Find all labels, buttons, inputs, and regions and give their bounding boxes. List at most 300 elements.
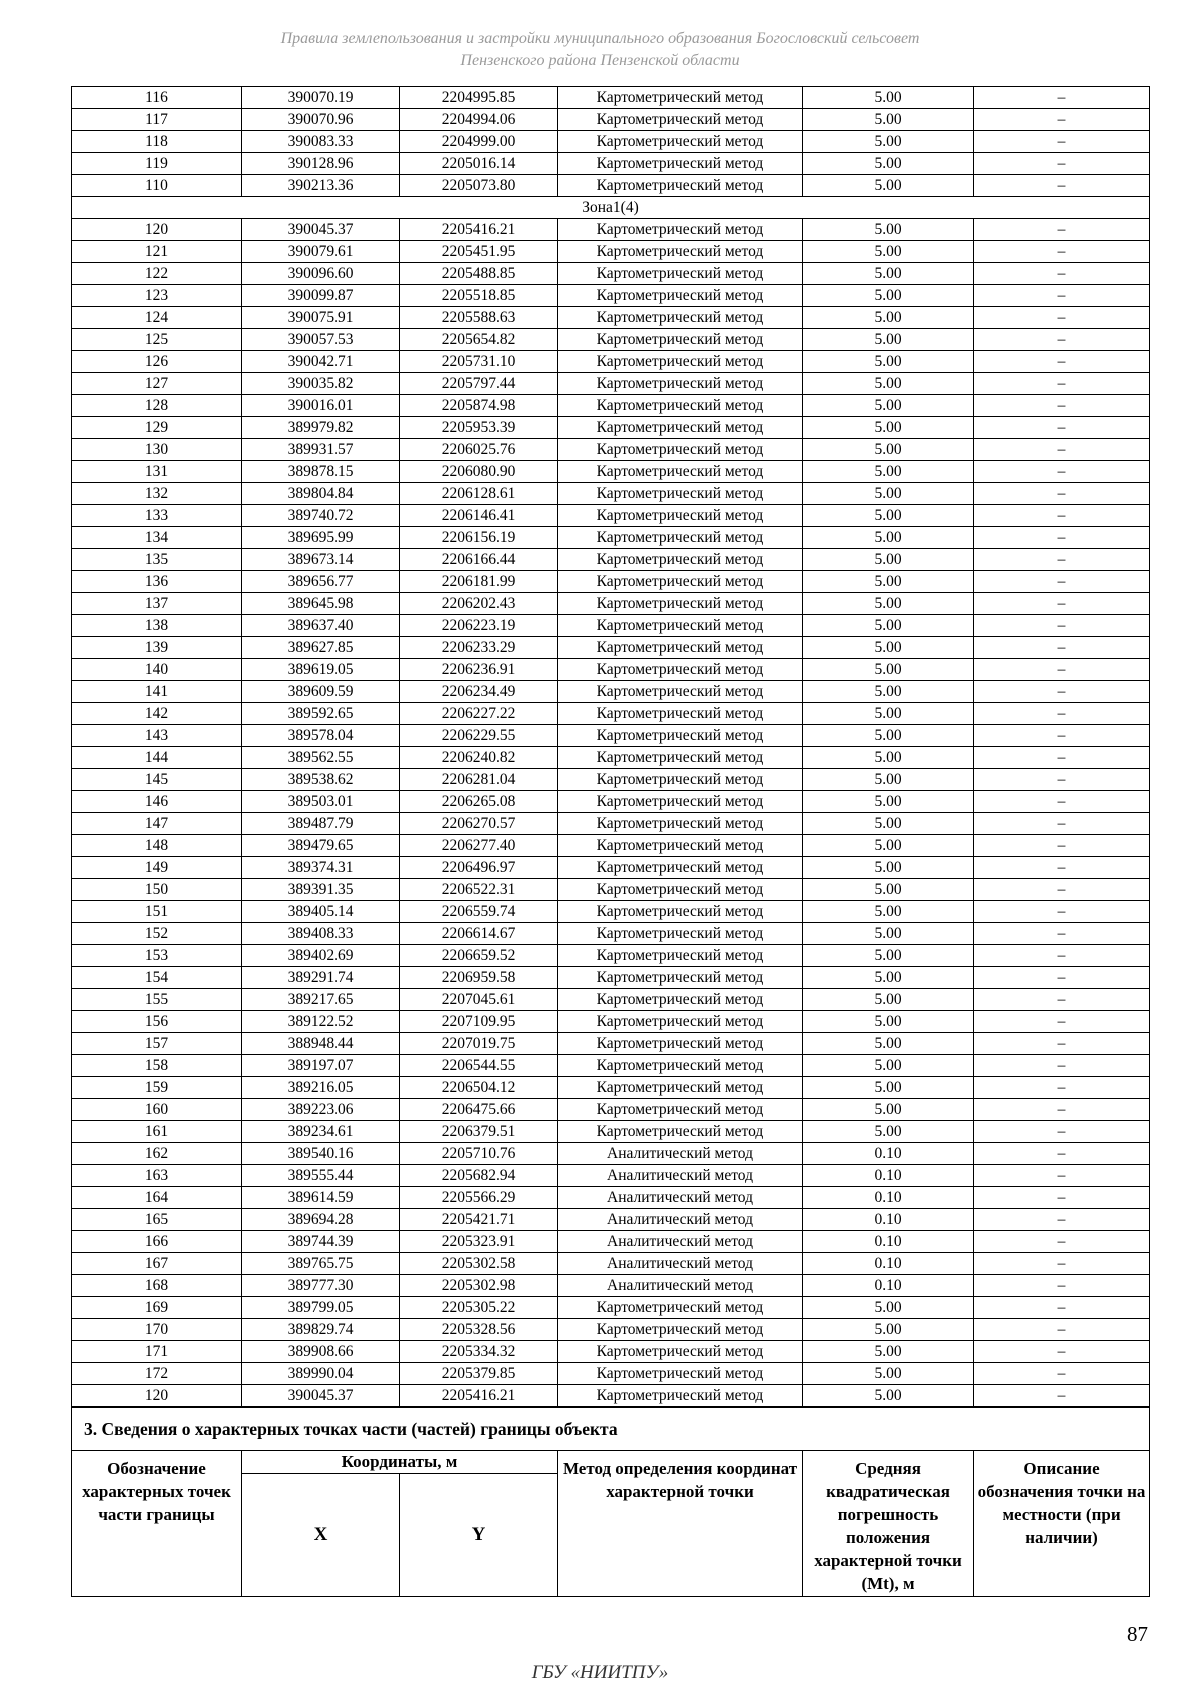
cell-coord-x: 390096.60 bbox=[242, 263, 400, 285]
cell-description: – bbox=[974, 1055, 1150, 1077]
cell-description: – bbox=[974, 1165, 1150, 1187]
table-row bbox=[72, 1363, 1150, 1385]
cell-coord-y: 2206181.99 bbox=[400, 571, 558, 593]
table-row bbox=[72, 615, 1150, 637]
table-row bbox=[72, 1143, 1150, 1165]
cell-description: – bbox=[974, 131, 1150, 153]
table-row bbox=[72, 219, 1150, 241]
cell-description: – bbox=[974, 1385, 1150, 1407]
cell-coord-x: 390079.61 bbox=[242, 241, 400, 263]
cell-error-mt: 5.00 bbox=[803, 351, 974, 373]
cell-method: Картометрический метод bbox=[558, 747, 803, 769]
table-row bbox=[72, 703, 1150, 725]
cell-description: – bbox=[974, 527, 1150, 549]
cell-description: – bbox=[974, 901, 1150, 923]
cell-error-mt: 5.00 bbox=[803, 153, 974, 175]
cell-point-id: 148 bbox=[72, 835, 242, 857]
table-row bbox=[72, 857, 1150, 879]
cell-error-mt: 5.00 bbox=[803, 1121, 974, 1143]
cell-coord-y: 2205016.14 bbox=[400, 153, 558, 175]
table-row bbox=[72, 1099, 1150, 1121]
cell-coord-x: 389540.16 bbox=[242, 1143, 400, 1165]
cell-coord-y: 2205379.85 bbox=[400, 1363, 558, 1385]
cell-method: Картометрический метод bbox=[558, 1077, 803, 1099]
cell-method: Картометрический метод bbox=[558, 1121, 803, 1143]
cell-description: – bbox=[974, 813, 1150, 835]
header-description: Описание обозначения точки на местности (при наличии) bbox=[974, 1451, 1150, 1597]
header-coordinates: Координаты, м bbox=[242, 1451, 558, 1474]
cell-point-id: 135 bbox=[72, 549, 242, 571]
cell-point-id: 126 bbox=[72, 351, 242, 373]
cell-point-id: 123 bbox=[72, 285, 242, 307]
cell-error-mt: 5.00 bbox=[803, 703, 974, 725]
cell-point-id: 129 bbox=[72, 417, 242, 439]
table-row bbox=[72, 769, 1150, 791]
cell-error-mt: 5.00 bbox=[803, 1055, 974, 1077]
cell-coord-y: 2205654.82 bbox=[400, 329, 558, 351]
cell-method: Картометрический метод bbox=[558, 175, 803, 197]
cell-coord-x: 389614.59 bbox=[242, 1187, 400, 1209]
cell-point-id: 141 bbox=[72, 681, 242, 703]
cell-error-mt: 5.00 bbox=[803, 593, 974, 615]
cell-point-id: 120 bbox=[72, 219, 242, 241]
zone-row-group bbox=[72, 197, 1150, 219]
cell-coord-x: 390128.96 bbox=[242, 153, 400, 175]
cell-coord-x: 389979.82 bbox=[242, 417, 400, 439]
header-error: Средняя квадратическая погрешность положения характерной точки (Mt), м bbox=[803, 1451, 974, 1597]
cell-coord-y: 2205488.85 bbox=[400, 263, 558, 285]
cell-point-id: 154 bbox=[72, 967, 242, 989]
cell-description: – bbox=[974, 549, 1150, 571]
rows-after-zone bbox=[72, 219, 1150, 1407]
cell-coord-y: 2206379.51 bbox=[400, 1121, 558, 1143]
cell-coord-x: 389694.28 bbox=[242, 1209, 400, 1231]
cell-coord-x: 389216.05 bbox=[242, 1077, 400, 1099]
cell-point-id: 128 bbox=[72, 395, 242, 417]
cell-point-id: 170 bbox=[72, 1319, 242, 1341]
cell-description: – bbox=[974, 703, 1150, 725]
cell-error-mt: 5.00 bbox=[803, 1011, 974, 1033]
cell-method: Картометрический метод bbox=[558, 945, 803, 967]
cell-error-mt: 5.00 bbox=[803, 1341, 974, 1363]
cell-error-mt: 0.10 bbox=[803, 1231, 974, 1253]
cell-coord-y: 2205682.94 bbox=[400, 1165, 558, 1187]
cell-point-id: 172 bbox=[72, 1363, 242, 1385]
cell-coord-x: 389777.30 bbox=[242, 1275, 400, 1297]
cell-description: – bbox=[974, 1341, 1150, 1363]
cell-point-id: 162 bbox=[72, 1143, 242, 1165]
cell-method: Картометрический метод bbox=[558, 373, 803, 395]
cell-coord-y: 2207019.75 bbox=[400, 1033, 558, 1055]
table-row bbox=[72, 1341, 1150, 1363]
table-row bbox=[72, 813, 1150, 835]
cell-coord-x: 389990.04 bbox=[242, 1363, 400, 1385]
footer-organization: ГБУ «НИИТПУ» bbox=[531, 1662, 669, 1683]
cell-coord-y: 2205874.98 bbox=[400, 395, 558, 417]
cell-description: – bbox=[974, 439, 1150, 461]
cell-method: Картометрический метод bbox=[558, 549, 803, 571]
cell-coord-y: 2205710.76 bbox=[400, 1143, 558, 1165]
cell-coord-x: 389234.61 bbox=[242, 1121, 400, 1143]
cell-error-mt: 5.00 bbox=[803, 1363, 974, 1385]
cell-coord-x: 390016.01 bbox=[242, 395, 400, 417]
table-row bbox=[72, 241, 1150, 263]
cell-coord-y: 2206614.67 bbox=[400, 923, 558, 945]
cell-coord-y: 2205566.29 bbox=[400, 1187, 558, 1209]
table-row bbox=[72, 1165, 1150, 1187]
rows-before-zone bbox=[72, 87, 1150, 197]
cell-error-mt: 5.00 bbox=[803, 417, 974, 439]
cell-error-mt: 5.00 bbox=[803, 109, 974, 131]
cell-point-id: 132 bbox=[72, 483, 242, 505]
cell-error-mt: 5.00 bbox=[803, 505, 974, 527]
cell-method: Картометрический метод bbox=[558, 1297, 803, 1319]
cell-point-id: 146 bbox=[72, 791, 242, 813]
cell-error-mt: 5.00 bbox=[803, 483, 974, 505]
cell-point-id: 168 bbox=[72, 1275, 242, 1297]
cell-coord-y: 2206496.97 bbox=[400, 857, 558, 879]
cell-coord-y: 2205518.85 bbox=[400, 285, 558, 307]
table-row bbox=[72, 1033, 1150, 1055]
cell-method: Картометрический метод bbox=[558, 1011, 803, 1033]
cell-error-mt: 5.00 bbox=[803, 219, 974, 241]
cell-description: – bbox=[974, 241, 1150, 263]
table-row bbox=[72, 505, 1150, 527]
cell-coord-y: 2206227.22 bbox=[400, 703, 558, 725]
cell-method: Картометрический метод bbox=[558, 725, 803, 747]
table-row bbox=[72, 681, 1150, 703]
cell-description: – bbox=[974, 395, 1150, 417]
cell-error-mt: 5.00 bbox=[803, 1297, 974, 1319]
cell-coord-x: 390042.71 bbox=[242, 351, 400, 373]
cell-point-id: 137 bbox=[72, 593, 242, 615]
cell-description: – bbox=[974, 1297, 1150, 1319]
running-header-line-1: Правила землепользования и застройки муниципального образования Богословский сельсовет bbox=[280, 30, 920, 47]
table-row bbox=[72, 1297, 1150, 1319]
cell-error-mt: 5.00 bbox=[803, 263, 974, 285]
cell-point-id: 156 bbox=[72, 1011, 242, 1033]
cell-point-id: 143 bbox=[72, 725, 242, 747]
cell-description: – bbox=[974, 329, 1150, 351]
table-row bbox=[72, 1055, 1150, 1077]
cell-coord-x: 389291.74 bbox=[242, 967, 400, 989]
cell-description: – bbox=[974, 87, 1150, 109]
cell-coord-x: 390045.37 bbox=[242, 219, 400, 241]
cell-coord-y: 2206240.82 bbox=[400, 747, 558, 769]
cell-description: – bbox=[974, 1011, 1150, 1033]
cell-point-id: 130 bbox=[72, 439, 242, 461]
cell-description: – bbox=[974, 263, 1150, 285]
running-header-line-2: Пензенского района Пензенской области bbox=[460, 52, 740, 69]
section-3-table bbox=[71, 1407, 1150, 1597]
cell-error-mt: 5.00 bbox=[803, 307, 974, 329]
cell-error-mt: 5.00 bbox=[803, 879, 974, 901]
cell-method: Картометрический метод bbox=[558, 659, 803, 681]
table-row bbox=[72, 527, 1150, 549]
table-row bbox=[72, 1209, 1150, 1231]
cell-error-mt: 0.10 bbox=[803, 1209, 974, 1231]
cell-point-id: 152 bbox=[72, 923, 242, 945]
table-row bbox=[72, 87, 1150, 109]
cell-description: – bbox=[974, 593, 1150, 615]
cell-description: – bbox=[974, 1121, 1150, 1143]
cell-coord-y: 2205797.44 bbox=[400, 373, 558, 395]
cell-error-mt: 5.00 bbox=[803, 285, 974, 307]
table-row bbox=[72, 835, 1150, 857]
cell-coord-y: 2207045.61 bbox=[400, 989, 558, 1011]
cell-coord-x: 389197.07 bbox=[242, 1055, 400, 1077]
cell-coord-x: 389673.14 bbox=[242, 549, 400, 571]
cell-description: – bbox=[974, 1099, 1150, 1121]
cell-point-id: 120 bbox=[72, 1385, 242, 1407]
cell-coord-y: 2206277.40 bbox=[400, 835, 558, 857]
cell-method: Картометрический метод bbox=[558, 1385, 803, 1407]
table-row bbox=[72, 1385, 1150, 1407]
cell-description: – bbox=[974, 1319, 1150, 1341]
table-row bbox=[72, 307, 1150, 329]
cell-point-id: 161 bbox=[72, 1121, 242, 1143]
cell-error-mt: 5.00 bbox=[803, 1077, 974, 1099]
table-row bbox=[72, 1187, 1150, 1209]
cell-coord-x: 389217.65 bbox=[242, 989, 400, 1011]
cell-description: – bbox=[974, 285, 1150, 307]
cell-coord-x: 389744.39 bbox=[242, 1231, 400, 1253]
cell-point-id: 118 bbox=[72, 131, 242, 153]
cell-point-id: 167 bbox=[72, 1253, 242, 1275]
cell-coord-y: 2206146.41 bbox=[400, 505, 558, 527]
cell-point-id: 144 bbox=[72, 747, 242, 769]
cell-coord-x: 390070.19 bbox=[242, 87, 400, 109]
cell-error-mt: 0.10 bbox=[803, 1275, 974, 1297]
cell-method: Картометрический метод bbox=[558, 857, 803, 879]
cell-method: Картометрический метод bbox=[558, 835, 803, 857]
table-row bbox=[72, 1253, 1150, 1275]
table-row bbox=[72, 747, 1150, 769]
cell-coord-y: 2205451.95 bbox=[400, 241, 558, 263]
cell-point-id: 117 bbox=[72, 109, 242, 131]
cell-coord-x: 390035.82 bbox=[242, 373, 400, 395]
table-row bbox=[72, 395, 1150, 417]
cell-error-mt: 5.00 bbox=[803, 329, 974, 351]
cell-coord-y: 2205416.21 bbox=[400, 219, 558, 241]
cell-error-mt: 5.00 bbox=[803, 175, 974, 197]
cell-coord-y: 2205328.56 bbox=[400, 1319, 558, 1341]
cell-method: Картометрический метод bbox=[558, 329, 803, 351]
cell-description: – bbox=[974, 1143, 1150, 1165]
cell-error-mt: 5.00 bbox=[803, 373, 974, 395]
cell-coord-y: 2205302.98 bbox=[400, 1275, 558, 1297]
cell-point-id: 121 bbox=[72, 241, 242, 263]
cell-coord-x: 389402.69 bbox=[242, 945, 400, 967]
cell-coord-x: 389479.65 bbox=[242, 835, 400, 857]
cell-point-id: 131 bbox=[72, 461, 242, 483]
cell-coord-x: 390045.37 bbox=[242, 1385, 400, 1407]
cell-description: – bbox=[974, 351, 1150, 373]
cell-coord-y: 2205421.71 bbox=[400, 1209, 558, 1231]
cell-point-id: 110 bbox=[72, 175, 242, 197]
cell-method: Картометрический метод bbox=[558, 1363, 803, 1385]
cell-coord-y: 2206959.58 bbox=[400, 967, 558, 989]
cell-description: – bbox=[974, 945, 1150, 967]
cell-description: – bbox=[974, 725, 1150, 747]
cell-method: Аналитический метод bbox=[558, 1209, 803, 1231]
cell-error-mt: 5.00 bbox=[803, 1033, 974, 1055]
cell-error-mt: 5.00 bbox=[803, 923, 974, 945]
cell-method: Картометрический метод bbox=[558, 505, 803, 527]
cell-point-id: 158 bbox=[72, 1055, 242, 1077]
cell-description: – bbox=[974, 791, 1150, 813]
cell-method: Картометрический метод bbox=[558, 351, 803, 373]
cell-description: – bbox=[974, 835, 1150, 857]
cell-method: Картометрический метод bbox=[558, 813, 803, 835]
table-row bbox=[72, 659, 1150, 681]
cell-description: – bbox=[974, 571, 1150, 593]
header-method: Метод определения координат характерной точки bbox=[558, 1451, 803, 1597]
header-x: X bbox=[242, 1474, 400, 1597]
running-header bbox=[0, 28, 1200, 72]
cell-point-id: 163 bbox=[72, 1165, 242, 1187]
cell-method: Картометрический метод bbox=[558, 307, 803, 329]
cell-method: Картометрический метод bbox=[558, 967, 803, 989]
cell-method: Картометрический метод bbox=[558, 285, 803, 307]
cell-coord-y: 2206236.91 bbox=[400, 659, 558, 681]
table-row bbox=[72, 593, 1150, 615]
cell-method: Картометрический метод bbox=[558, 395, 803, 417]
cell-error-mt: 5.00 bbox=[803, 637, 974, 659]
table-row bbox=[72, 461, 1150, 483]
cell-coord-x: 389578.04 bbox=[242, 725, 400, 747]
cell-description: – bbox=[974, 1209, 1150, 1231]
cell-error-mt: 5.00 bbox=[803, 659, 974, 681]
table-row bbox=[72, 1121, 1150, 1143]
cell-coord-y: 2205953.39 bbox=[400, 417, 558, 439]
cell-description: – bbox=[974, 637, 1150, 659]
cell-coord-y: 2206202.43 bbox=[400, 593, 558, 615]
cell-method: Картометрический метод bbox=[558, 593, 803, 615]
cell-coord-x: 389503.01 bbox=[242, 791, 400, 813]
section-3-title: 3. Сведения о характерных точках части (частей) границы объекта bbox=[72, 1408, 1150, 1451]
cell-coord-y: 2206522.31 bbox=[400, 879, 558, 901]
cell-description: – bbox=[974, 747, 1150, 769]
cell-coord-x: 389740.72 bbox=[242, 505, 400, 527]
cell-description: – bbox=[974, 967, 1150, 989]
cell-coord-x: 389619.05 bbox=[242, 659, 400, 681]
table-row bbox=[72, 285, 1150, 307]
cell-coord-y: 2206025.76 bbox=[400, 439, 558, 461]
cell-point-id: 122 bbox=[72, 263, 242, 285]
cell-method: Картометрический метод bbox=[558, 769, 803, 791]
table-row bbox=[72, 725, 1150, 747]
table-row bbox=[72, 351, 1150, 373]
cell-error-mt: 5.00 bbox=[803, 1099, 974, 1121]
cell-description: – bbox=[974, 373, 1150, 395]
cell-point-id: 166 bbox=[72, 1231, 242, 1253]
cell-description: – bbox=[974, 1231, 1150, 1253]
cell-coord-x: 389627.85 bbox=[242, 637, 400, 659]
table-row bbox=[72, 1077, 1150, 1099]
cell-description: – bbox=[974, 175, 1150, 197]
table-row bbox=[72, 571, 1150, 593]
cell-method: Картометрический метод bbox=[558, 571, 803, 593]
cell-coord-y: 2204999.00 bbox=[400, 131, 558, 153]
cell-coord-y: 2206504.12 bbox=[400, 1077, 558, 1099]
cell-point-id: 116 bbox=[72, 87, 242, 109]
cell-point-id: 142 bbox=[72, 703, 242, 725]
cell-point-id: 151 bbox=[72, 901, 242, 923]
cell-coord-y: 2205416.21 bbox=[400, 1385, 558, 1407]
cell-description: – bbox=[974, 1187, 1150, 1209]
cell-method: Картометрический метод bbox=[558, 461, 803, 483]
cell-coord-x: 389931.57 bbox=[242, 439, 400, 461]
cell-error-mt: 5.00 bbox=[803, 681, 974, 703]
cell-description: – bbox=[974, 1275, 1150, 1297]
cell-error-mt: 5.00 bbox=[803, 967, 974, 989]
cell-coord-y: 2207109.95 bbox=[400, 1011, 558, 1033]
cell-method: Картометрический метод bbox=[558, 1055, 803, 1077]
cell-error-mt: 5.00 bbox=[803, 857, 974, 879]
cell-method: Картометрический метод bbox=[558, 439, 803, 461]
cell-description: – bbox=[974, 681, 1150, 703]
zone-row bbox=[72, 197, 1150, 219]
cell-coord-x: 389405.14 bbox=[242, 901, 400, 923]
cell-point-id: 125 bbox=[72, 329, 242, 351]
cell-coord-x: 389637.40 bbox=[242, 615, 400, 637]
cell-error-mt: 5.00 bbox=[803, 131, 974, 153]
cell-coord-x: 390070.96 bbox=[242, 109, 400, 131]
cell-coord-x: 389829.74 bbox=[242, 1319, 400, 1341]
table-row bbox=[72, 109, 1150, 131]
cell-coord-y: 2205731.10 bbox=[400, 351, 558, 373]
cell-method: Картометрический метод bbox=[558, 527, 803, 549]
cell-method: Картометрический метод bbox=[558, 1099, 803, 1121]
cell-coord-y: 2206475.66 bbox=[400, 1099, 558, 1121]
cell-error-mt: 5.00 bbox=[803, 241, 974, 263]
cell-description: – bbox=[974, 483, 1150, 505]
cell-coord-x: 389878.15 bbox=[242, 461, 400, 483]
cell-method: Аналитический метод bbox=[558, 1231, 803, 1253]
cell-method: Картометрический метод bbox=[558, 989, 803, 1011]
cell-coord-x: 389408.33 bbox=[242, 923, 400, 945]
cell-description: – bbox=[974, 153, 1150, 175]
cell-method: Аналитический метод bbox=[558, 1187, 803, 1209]
cell-error-mt: 5.00 bbox=[803, 1319, 974, 1341]
cell-coord-x: 389122.52 bbox=[242, 1011, 400, 1033]
cell-error-mt: 0.10 bbox=[803, 1253, 974, 1275]
cell-point-id: 133 bbox=[72, 505, 242, 527]
cell-coord-y: 2205323.91 bbox=[400, 1231, 558, 1253]
cell-coord-y: 2206233.29 bbox=[400, 637, 558, 659]
cell-method: Аналитический метод bbox=[558, 1275, 803, 1297]
cell-method: Картометрический метод bbox=[558, 615, 803, 637]
cell-coord-x: 389592.65 bbox=[242, 703, 400, 725]
table-row bbox=[72, 417, 1150, 439]
cell-description: – bbox=[974, 219, 1150, 241]
cell-coord-x: 389223.06 bbox=[242, 1099, 400, 1121]
cell-description: – bbox=[974, 879, 1150, 901]
cell-error-mt: 5.00 bbox=[803, 527, 974, 549]
cell-point-id: 136 bbox=[72, 571, 242, 593]
cell-description: – bbox=[974, 1077, 1150, 1099]
cell-description: – bbox=[974, 615, 1150, 637]
cell-description: – bbox=[974, 307, 1150, 329]
table-row bbox=[72, 901, 1150, 923]
cell-point-id: 150 bbox=[72, 879, 242, 901]
cell-description: – bbox=[974, 505, 1150, 527]
table-row bbox=[72, 967, 1150, 989]
cell-description: – bbox=[974, 109, 1150, 131]
table-row bbox=[72, 439, 1150, 461]
cell-point-id: 149 bbox=[72, 857, 242, 879]
